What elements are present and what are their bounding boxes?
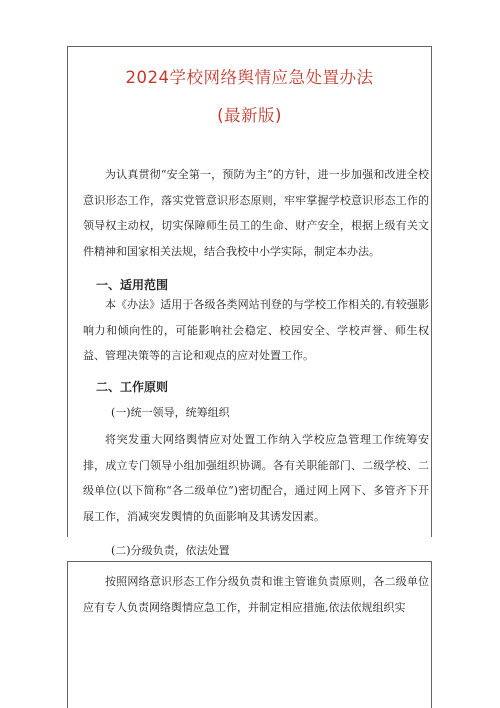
section2-sub1: (一)统一领导，统筹组织 (111, 406, 230, 419)
document-subtitle: (最新版) (217, 106, 282, 125)
section2-heading: 二、工作原则 (96, 380, 169, 394)
intro-paragraph: 为认真贯彻“安全第一，预防为主”的方针，进一步加强和改进全校意识形态工作，落实党管意识形态原则，牢牢掌握学校意识形态工作的领导权主动权，切实保障师生员工的生命、财产安全，根据上级有关文件精神和国家相关法规，结合我校中小学实际，制定本办法。 (83, 168, 429, 258)
document-title: 2024学校网络舆情应急处置办法 (125, 68, 374, 87)
section2-sub2: (二)分级负责，依法处置 (111, 544, 230, 557)
section2-sub1-body: 将突发重大网络舆情应对处置工作纳入学校应急管理工作统筹安排，成立专门领导小组加强组织协调。各有关职能部门、二级学校、二级单位(以下简称“各二级单位”)密切配合，通过网上网下、多管齐下开展工作，消减突发舆情的负面影响及其诱发因素。 (83, 433, 429, 523)
section2-sub2-body: 按照网络意识形态工作分级负责和谁主管谁负责原则，各二级单位应有专人负责网络舆情应急工作，并制定相应措施,依法依规组织实 (83, 575, 429, 614)
section1-body: 本《办法》适用于各级各类网站刊登的与学校工作相关的,有较强影响力和倾向性的，可能影响社会稳定、校园安全、学校声誉、师生权益、管理决策等的言论和观点的应对处置工作。 (83, 298, 429, 362)
section1-heading: 一、适用范围 (96, 278, 169, 292)
